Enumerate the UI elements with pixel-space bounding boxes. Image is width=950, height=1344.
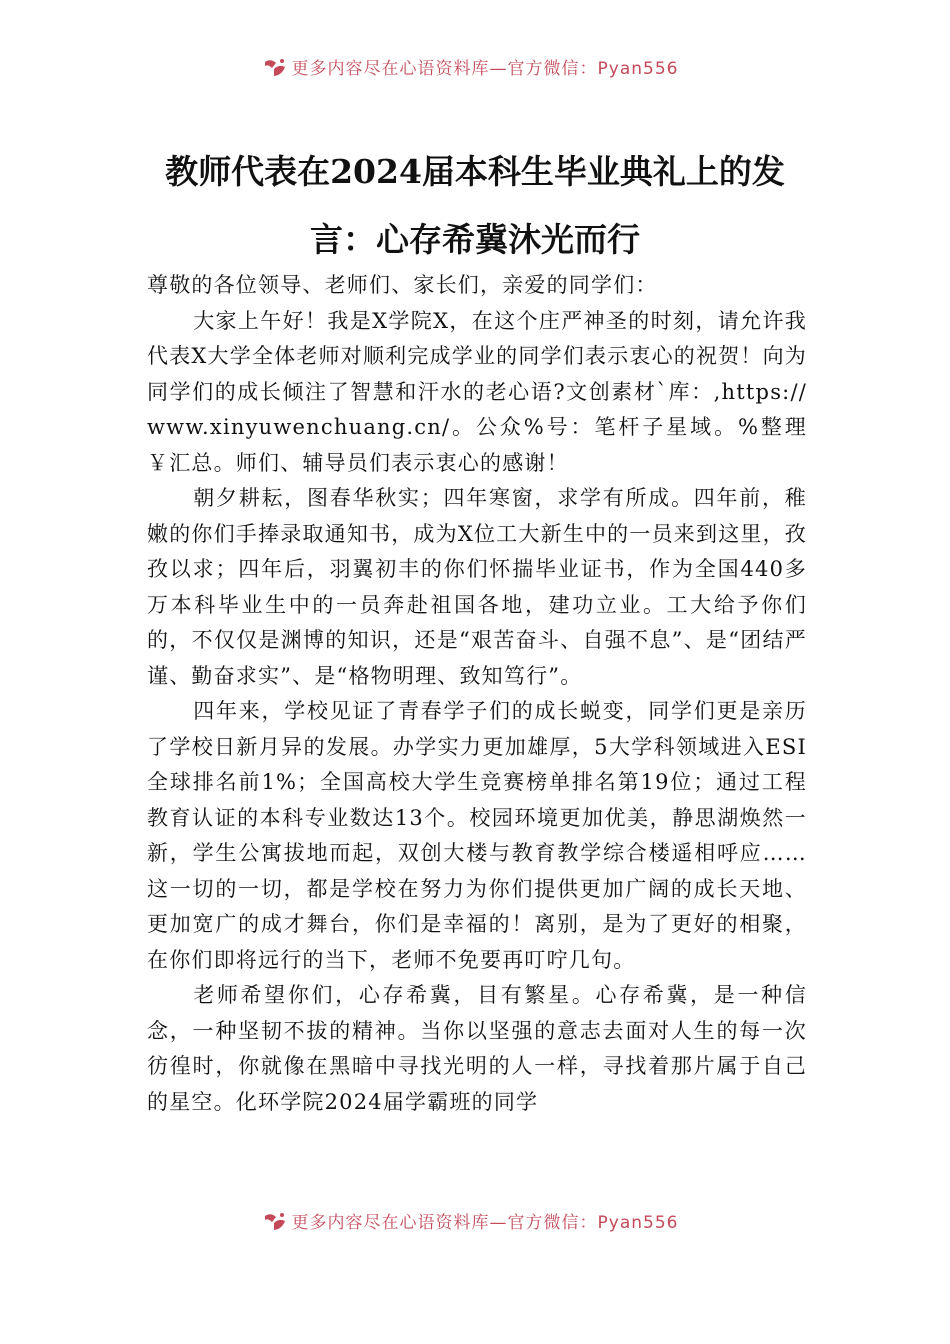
title-line-1: 教师代表在2024届本科生毕业典礼上的发 bbox=[165, 152, 785, 191]
paragraph: 朝夕耕耘，图春华秋实；四年寒窗，求学有所成。四年前，稚嫩的你们手捧录取通知书，成为X位工大新生中的一员来到这里，孜孜以求；四年后，羽翼初丰的你们怀揣毕业证书，作为全国440多万本科毕业生中的一员奔赴祖国各地，建功立业。工大给予你们的，不仅仅是渊博的知识，还是“艰苦奋斗、自强不息”、是“团结严谨、勤奋求实”、是“格物明理、致知笃行”。 bbox=[147, 486, 807, 688]
article-body bbox=[147, 268, 807, 1120]
page-title bbox=[140, 138, 810, 274]
paragraph: 大家上午好！我是X学院X，在这个庄严神圣的时刻，请允许我代表X大学全体老师对顺利完成学业的同学们表示衷心的祝贺！向为同学们的成长倾注了智慧和汗水的老心语?文创素材`库：,https://www.xinyuwenchuang.cn/。公众%号：笔杆子星域。%整理￥汇总。师们、辅导员们表示衷心的感谢！ bbox=[147, 308, 807, 475]
brand-logo-icon bbox=[262, 58, 288, 78]
paragraph: 老师希望你们，心存希冀，目有繁星。心存希冀，是一种信念，一种坚韧不拔的精神。当你以坚强的意志去面对人生的每一次彷徨时，你就像在黑暗中寻找光明的人一样，寻找着那片属于自己的星空。化环学院2024届学霸班的同学 bbox=[147, 983, 807, 1114]
brand-logo-icon bbox=[262, 1212, 288, 1232]
watermark-banner-top bbox=[0, 58, 950, 82]
watermark-text: 更多内容尽在心语资料库—官方微信：Pyan556 bbox=[291, 1213, 679, 1233]
watermark-text: 更多内容尽在心语资料库—官方微信：Pyan556 bbox=[291, 59, 679, 79]
salutation: 尊敬的各位领导、老师们、家长们，亲爱的同学们： bbox=[147, 273, 658, 297]
title-line-2: 言：心存希冀沐光而行 bbox=[310, 220, 640, 259]
paragraph: 四年来，学校见证了青春学子们的成长蜕变，同学们更是亲历了学校日新月异的发展。办学实力更加雄厚，5大学科领域进入ESI全球排名前1%；全国高校大学生竞赛榜单排名第19位；通过工程教育认证的本科专业数达13个。校园环境更加优美，静思湖焕然一新，学生公寓拔地而起，双创大楼与教育教学综合楼遥相呼应……这一切的一切，都是学校在努力为你们提供更加广阔的成长天地、更加宽广的成才舞台，你们是幸福的！离别，是为了更好的相聚，在你们即将远行的当下，老师不免要再叮咛几句。 bbox=[147, 699, 807, 972]
watermark-banner-bottom bbox=[0, 1212, 950, 1236]
